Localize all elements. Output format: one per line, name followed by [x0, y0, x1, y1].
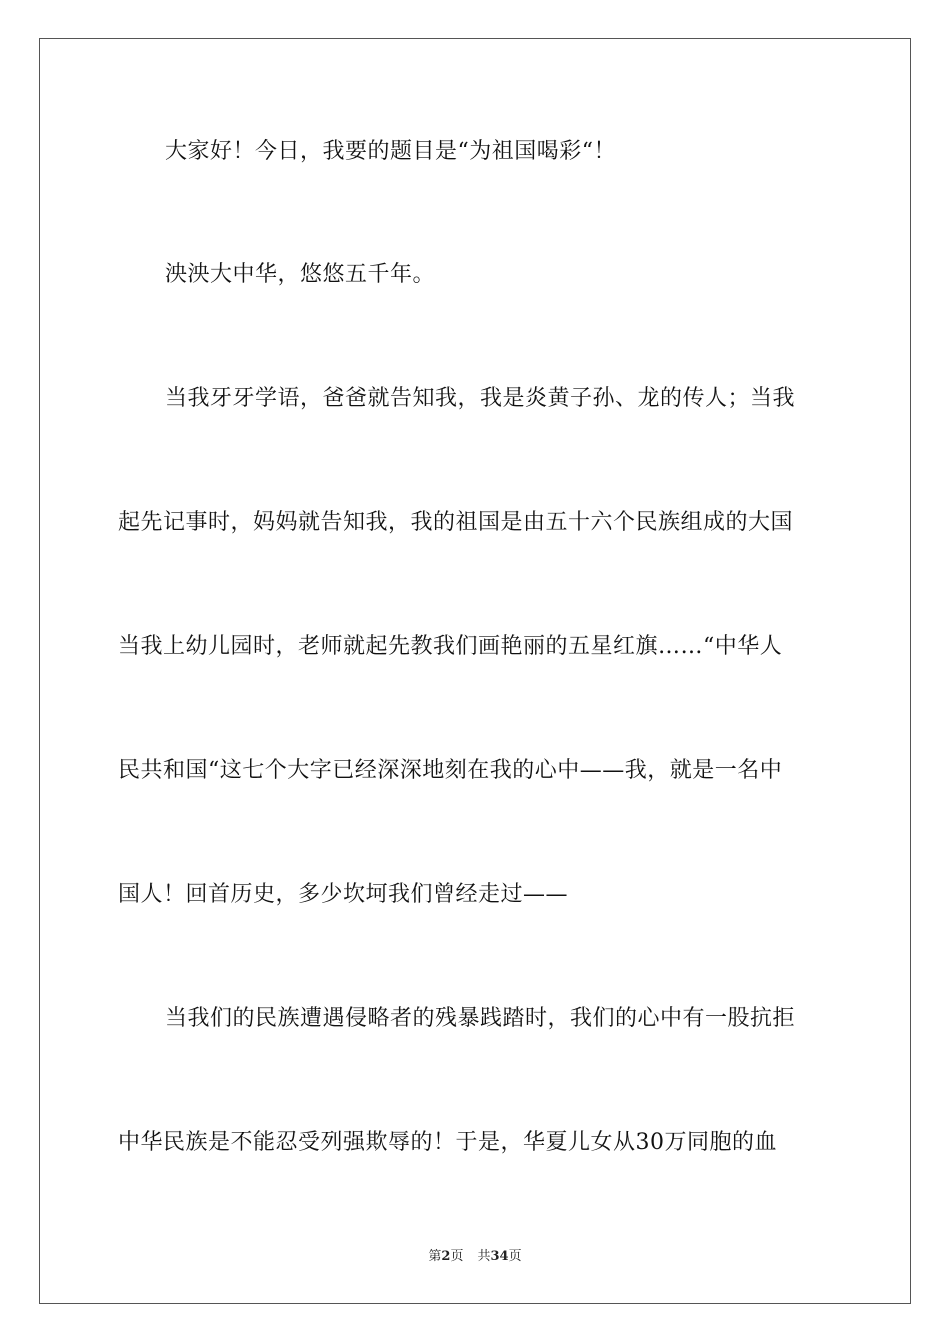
- total-pages: 34: [490, 1249, 509, 1264]
- paragraph-4-line-2: 中华民族是不能忍受列强欺辱的！于是，华夏儿女从30万同胞的血: [118, 1130, 777, 1155]
- paragraph-3-line-1: 当我牙牙学语，爸爸就告知我，我是炎黄子孙、龙的传人；当我: [165, 386, 796, 411]
- paragraph-3-line-4: 民共和国“这七个大字已经深深地刻在我的心中——我，就是一名中: [118, 758, 783, 783]
- paragraph-1-line-1: 大家好！今日，我要的题目是“为祖国喝彩“！: [165, 139, 616, 164]
- paragraph-3-line-2: 起先记事时，妈妈就告知我，我的祖国是由五十六个民族组成的大国: [118, 510, 794, 535]
- paragraph-2-line-1: 泱泱大中华，悠悠五千年。: [165, 262, 436, 287]
- page-border: [39, 38, 911, 1304]
- page-suffix: 页: [450, 1249, 464, 1264]
- total-prefix: 共: [477, 1249, 491, 1264]
- total-suffix: 页: [508, 1249, 522, 1264]
- page-number: 2: [441, 1249, 451, 1264]
- paragraph-4-line-1: 当我们的民族遭遇侵略者的残暴践踏时，我们的心中有一股抗拒: [165, 1006, 796, 1031]
- page-footer: [0, 1249, 950, 1265]
- page-prefix: 第: [428, 1249, 442, 1264]
- paragraph-3-line-5: 国人！回首历史，多少坎坷我们曾经走过——: [118, 882, 569, 907]
- paragraph-3-line-3: 当我上幼儿园时，老师就起先教我们画艳丽的五星红旗……“中华人: [118, 634, 783, 659]
